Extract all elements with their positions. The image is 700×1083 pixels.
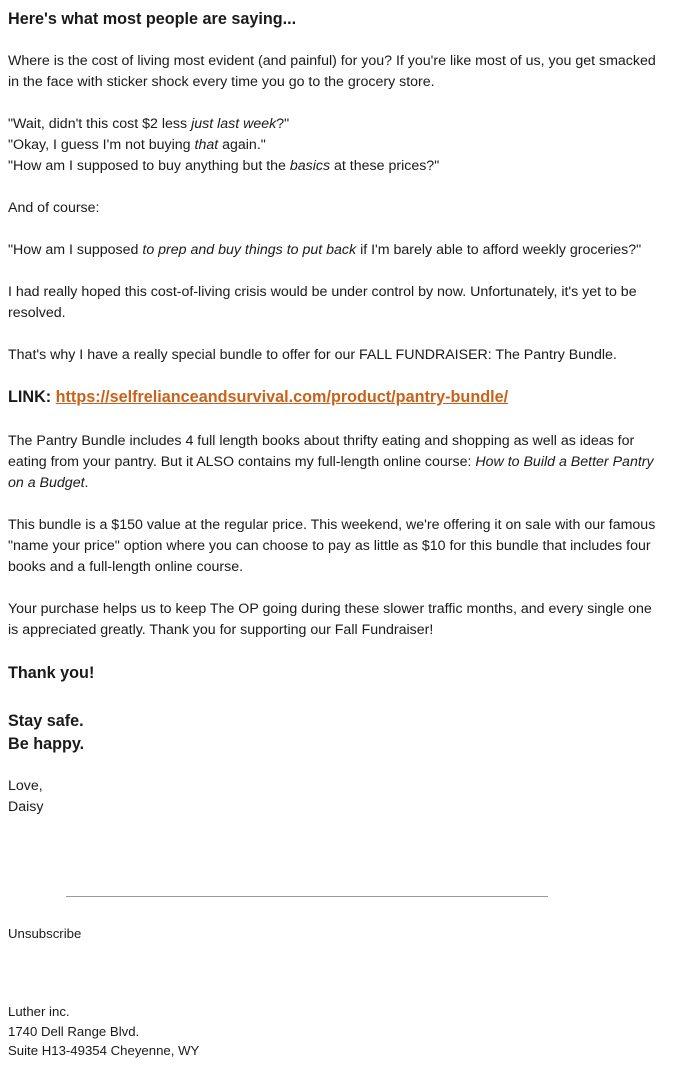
address-line-2: Suite H13-49354 Cheyenne, WY xyxy=(8,1043,200,1058)
unsubscribe-link[interactable]: Unsubscribe xyxy=(8,926,82,941)
pantry-bundle-link[interactable]: https://selfrelianceandsurvival.com/product/pantry-bundle/ xyxy=(55,388,509,406)
stay-safe-text: Stay safe. xyxy=(8,712,84,730)
crisis-line-1: I had really hoped this cost-of-living crisis would be under control by now. Unfortunately, it's yet to be xyxy=(8,284,637,300)
intro-line-1: Where is the cost of living most evident (and painful) for you? If you're like most of us, you get smacked xyxy=(8,53,656,69)
address-line-1: 1740 Dell Range Blvd. xyxy=(8,1023,140,1039)
bundle-desc-line-1: The Pantry Bundle includes 4 full length books about thrifty eating and shopping as well as ideas for xyxy=(8,433,635,449)
intro-line-2: in the face with sticker shock every time you go to the grocery store. xyxy=(8,74,435,90)
closing-block xyxy=(8,710,84,756)
thank-you-heading: Thank you! xyxy=(8,664,95,682)
intro-paragraph xyxy=(8,51,656,93)
link-label: LINK: xyxy=(8,388,56,406)
signoff-block xyxy=(8,776,43,818)
email-heading: Here's what most people are saying... xyxy=(8,10,297,28)
quote-2: "Okay, I guess I'm not buying that again." xyxy=(8,137,266,153)
value-line-2: "name your price" option where you can choose to pay as little as $10 for this bundle that includes four xyxy=(8,538,651,554)
footer-address xyxy=(8,1002,199,1061)
purchase-line-2: is appreciated greatly. Thank you for supporting our Fall Fundraiser! xyxy=(8,622,434,638)
value-line-1: This bundle is a $150 value at the regular price. This weekend, we're offering it on sale with our famous xyxy=(8,517,656,533)
quote-3: "How am I supposed to buy anything but the basics at these prices?" xyxy=(8,158,440,174)
crisis-line-2: resolved. xyxy=(8,305,66,321)
quote-4: "How am I supposed to prep and buy things to put back if I'm barely able to afford weekly groceries?" xyxy=(8,242,642,258)
signature-text: Daisy xyxy=(8,799,44,815)
be-happy-text: Be happy. xyxy=(8,735,85,753)
bundle-desc-line-2: eating from your pantry. But it ALSO contains my full-length online course: How to Build a Better Pantry xyxy=(8,454,654,470)
link-line xyxy=(8,388,508,407)
footer-divider xyxy=(66,896,548,897)
crisis-paragraph xyxy=(8,282,637,324)
purchase-line-1: Your purchase helps us to keep The OP going during these slower traffic months, and every single one xyxy=(8,601,652,617)
bundle-desc-line-3: on a Budget. xyxy=(8,475,89,491)
bundle-description-paragraph xyxy=(8,431,654,494)
value-line-3: books and a full-length online course. xyxy=(8,559,244,575)
purchase-paragraph xyxy=(8,599,652,641)
signoff-text: Love, xyxy=(8,778,43,794)
and-of-course-text: And of course: xyxy=(8,200,100,216)
quotes-block xyxy=(8,114,439,177)
value-paragraph xyxy=(8,515,655,578)
quote-1: "Wait, didn't this cost $2 less just last week?" xyxy=(8,116,290,132)
bundle-intro-text: That's why I have a really special bundle to offer for our FALL FUNDRAISER: The Pantry Bundle. xyxy=(8,347,617,363)
company-name: Luther inc. xyxy=(8,1004,70,1019)
